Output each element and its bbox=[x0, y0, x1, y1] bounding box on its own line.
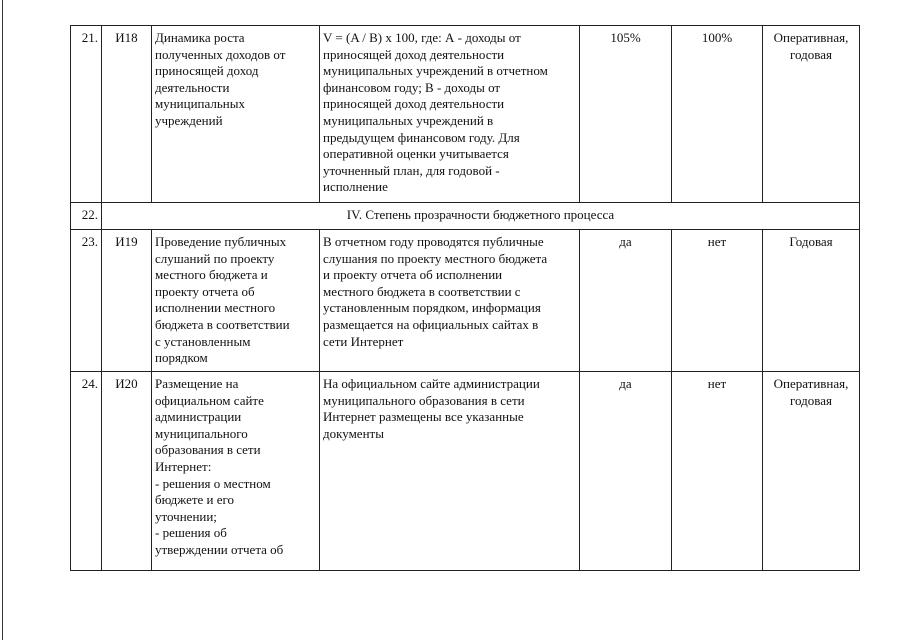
row-number: 24. bbox=[71, 372, 102, 571]
row-number: 21. bbox=[71, 26, 102, 203]
indicator-code: И18 bbox=[102, 26, 152, 203]
assessment-frequency-text: Годовая bbox=[789, 234, 833, 249]
calculation-method bbox=[320, 372, 580, 571]
indicators-table bbox=[70, 25, 860, 571]
assessment-frequency bbox=[763, 26, 860, 203]
threshold-value: нет bbox=[672, 372, 763, 571]
indicator-name bbox=[152, 372, 320, 571]
table-row-24 bbox=[71, 372, 860, 571]
assessment-frequency-text: Оперативная, годовая bbox=[773, 30, 849, 62]
indicator-name bbox=[152, 26, 320, 203]
assessment-frequency bbox=[763, 230, 860, 372]
page-edge-line bbox=[2, 0, 3, 640]
indicator-name-text: Размещение на официальном сайте администрации муниципального образования в сети Интернет: - решения о местном бюджете и его уточнении; - решения об утверждении отчета об bbox=[155, 376, 284, 557]
indicator-name-text: Динамика роста полученных доходов от приносящей доход деятельности муниципальных учреждений bbox=[155, 30, 286, 128]
calculation-method-text: V = (A / B) x 100, где: А - доходы от приносящей доход деятельности муниципальных учреждений в отчетном финансовом году; В - доходы от приносящей доход деятельности муниципальных учреждений в предыдущем финансовом году. Для оперативной оценки учитывается уточненный план, для годовой - исполнение bbox=[323, 30, 548, 195]
calculation-method-text: В отчетном году проводятся публичные слушания по проекту местного бюджета и проекту отчета об исполнении местного бюджета в соответствии с установленным порядком, информация размещается на официальных сайтах в сети Интернет bbox=[323, 234, 548, 349]
row-number: 23. bbox=[71, 230, 102, 372]
row-number: 22. bbox=[71, 203, 102, 230]
indicator-name bbox=[152, 230, 320, 372]
section-heading: IV. Степень прозрачности бюджетного процесса bbox=[102, 203, 860, 230]
target-value: да bbox=[580, 230, 672, 372]
calculation-method-text: На официальном сайте администрации муниципального образования в сети Интернет размещены все указанные документы bbox=[323, 376, 540, 441]
table-row-22 bbox=[71, 203, 860, 230]
indicator-name-text: Проведение публичных слушаний по проекту местного бюджета и проекту отчета об исполнении местного бюджета в соответствии с установленным порядком bbox=[155, 234, 290, 366]
table-row-23 bbox=[71, 230, 860, 372]
target-value: да bbox=[580, 372, 672, 571]
threshold-value: нет bbox=[672, 230, 763, 372]
target-value: 105% bbox=[580, 26, 672, 203]
threshold-value: 100% bbox=[672, 26, 763, 203]
assessment-frequency bbox=[763, 372, 860, 571]
assessment-frequency-text: Оперативная, годовая bbox=[773, 376, 849, 408]
calculation-method bbox=[320, 230, 580, 372]
indicator-code: И19 bbox=[102, 230, 152, 372]
calculation-method bbox=[320, 26, 580, 203]
indicator-code: И20 bbox=[102, 372, 152, 571]
table-row-21 bbox=[71, 26, 860, 203]
